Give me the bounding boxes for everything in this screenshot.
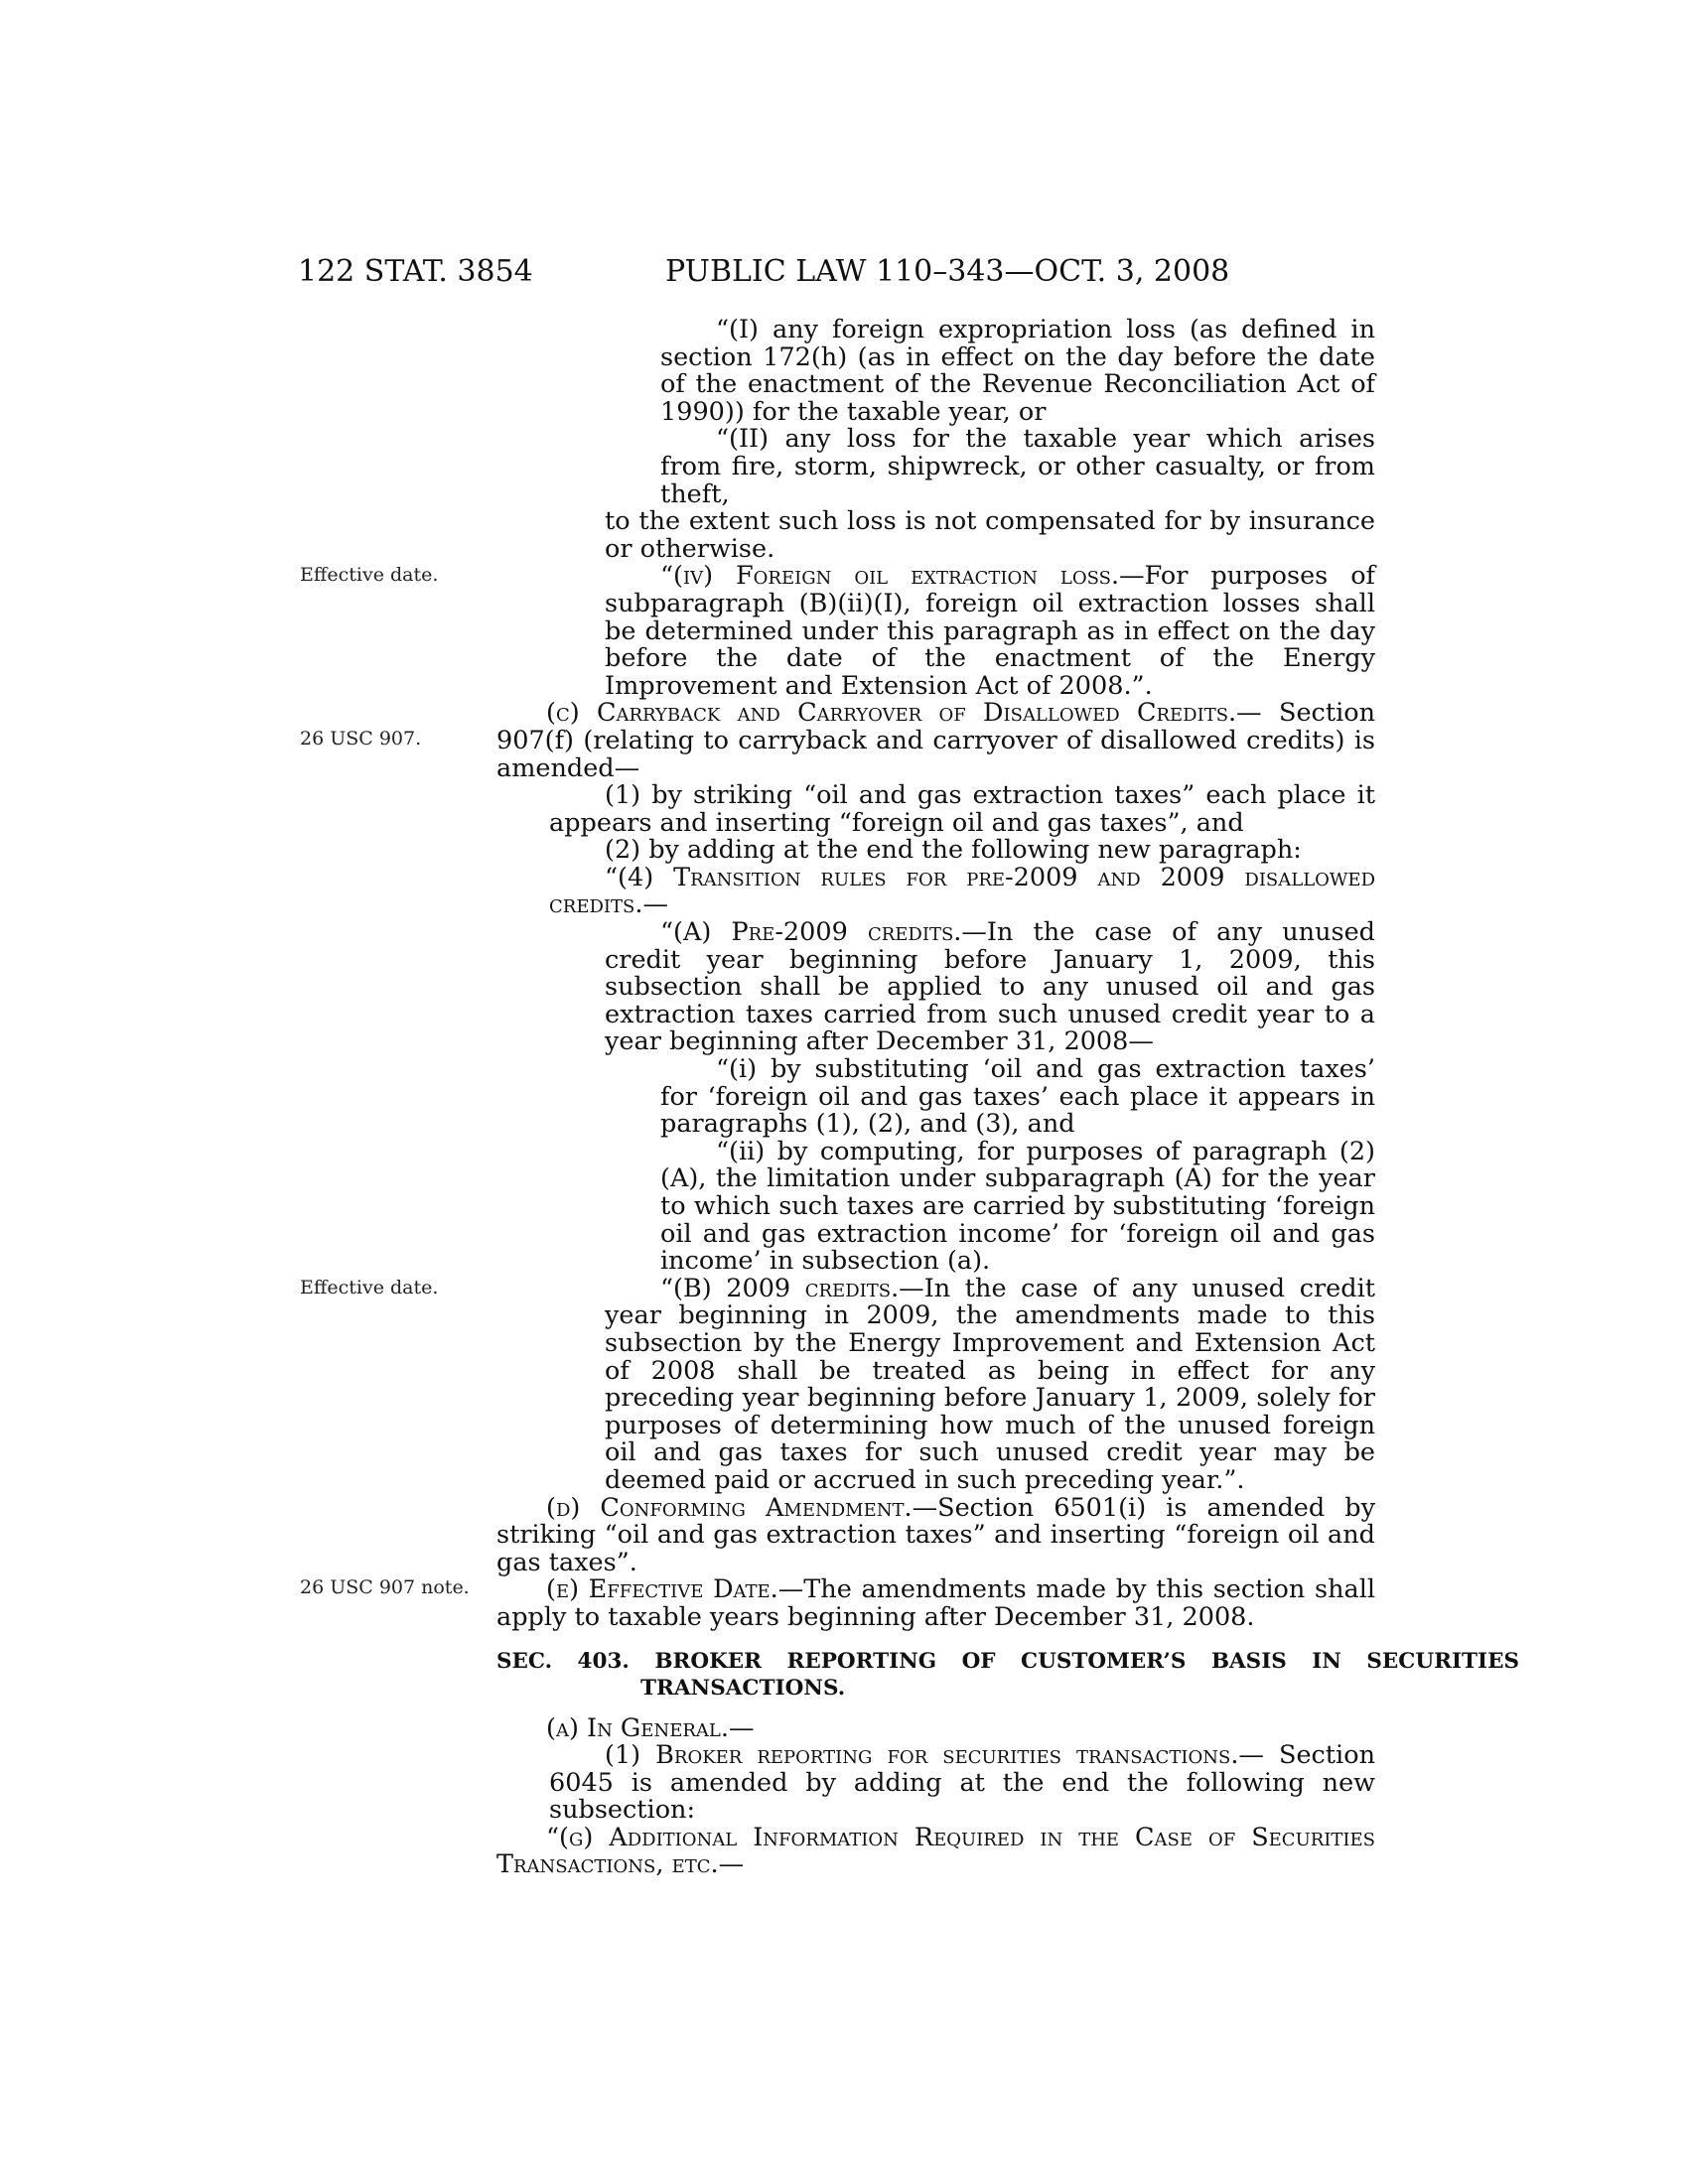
margin-note-effective-date-1: Effective date.: [300, 564, 439, 586]
subparagraph-B: [605, 1273, 1375, 1495]
section-403-heading: SEC. 403. BROKER REPORTING OF CUSTOMER’S BASIS IN SECURITIES TRANSACTIONS.: [496, 1648, 1519, 1701]
subsection-g-heading: “(g) Additional Information Required in the Case of Securities Transactions, etc.—: [496, 1822, 1375, 1880]
subsection-c-heading: (c) Carryback and Carryover of Disallowed Credits.—: [546, 698, 1262, 729]
subclause-I: “(I) any foreign expropriation loss (as defined in section 172(h) (as in effect on the day before the date of the enactment of the Revenue Reconciliation Act of 1990)) for the taxable year, or: [660, 315, 1375, 427]
stat-page-number: 122 STAT. 3854: [298, 254, 533, 289]
clause-iv-heading: “(iv) Foreign oil extraction loss.—: [660, 561, 1145, 592]
subparagraph-A-text: In the case of any unused credit year beginning before January 1, 2009, this subsection shall be applied to any unused oil and gas extraction taxes carried from such unused credit year to a year beginning after December 31, 2008—: [605, 917, 1376, 1057]
statute-body: [0, 317, 1688, 1879]
subsection-e-heading: (e) Effective Date.—: [546, 1574, 804, 1605]
subsection-c: [496, 700, 1375, 782]
paragraph-4-heading: “(4) Transition rules for pre-2009 and 2009 disallowed credits.—: [549, 862, 1375, 920]
margin-note-26-usc-907-note: 26 USC 907 note.: [300, 1576, 470, 1598]
subparagraph-A-heading: “(A) Pre-2009 credits.—: [660, 917, 987, 948]
subsection-e-text: The amendments made by this section shall apply to taxable years beginning after December 31, 2008.: [496, 1574, 1375, 1632]
subsection-e: [496, 1576, 1375, 1631]
subparagraph-B-text: In the case of any unused credit year beginning in 2009, the amendments made to this subsection by the Energy Improvement and Extension Act of 2008 shall be treated as being in effect for any preceding year beginning before January 1, 2009, solely for purposes of determining how much of the unused foreign oil and gas taxes for such unused credit year may be deemed paid or accrued in such preceding year.”.: [605, 1273, 1375, 1495]
clause-iv: [605, 563, 1375, 700]
subsection-d: [496, 1492, 1375, 1577]
clause-A-i: “(i) by substituting ‘oil and gas extraction taxes’ for ‘foreign oil and gas taxes’ each place it appears in paragraphs (1), (2), and (3), and: [660, 1054, 1375, 1140]
margin-note-effective-date-2: Effective date.: [300, 1277, 439, 1298]
subclause-II: “(II) any loss for the taxable year which arises from fire, storm, shipwreck, or other casualty, or from theft,: [660, 424, 1375, 509]
subparagraph-A: [605, 919, 1375, 1056]
clause-iv-text: For purposes of subparagraph (B)(ii)(I), foreign oil extraction losses shall be determined under this paragraph as in effect on the day before the date of the enactment of the Energy Improvement and Extension Act of 2008.”.: [605, 561, 1375, 701]
subsection-d-text: Section 6501(i) is amended by striking “oil and gas extraction taxes” and inserting “foreign oil and gas taxes”.: [496, 1492, 1375, 1577]
paragraph-a1-heading: (1) Broker reporting for securities transactions.—: [605, 1740, 1264, 1771]
page-header: [298, 252, 1390, 292]
clause-A-ii: “(ii) by computing, for purposes of paragraph (2)(A), the limitation under subparagraph (A) for the year to which such taxes are carried by substituting ‘foreign oil and gas extraction income’ for ‘foreign oil and gas income’ in subsection (a).: [660, 1136, 1375, 1277]
paragraph-c2: (2) by adding at the end the following new paragraph:: [605, 835, 1302, 866]
paragraph-a1-text: Section 6045 is amended by adding at the end the following new subsection:: [549, 1740, 1375, 1826]
paragraph-a1: [549, 1742, 1375, 1825]
subsection-d-heading: (d) Conforming Amendment.—: [546, 1492, 938, 1523]
running-title: PUBLIC LAW 110–343—OCT. 3, 2008: [665, 254, 1230, 289]
subparagraph-B-heading: “(B) 2009 credits.—: [660, 1273, 924, 1303]
subsection-a-heading: (a) In General.—: [546, 1712, 755, 1743]
flush-text-to-extent: to the extent such loss is not compensated for by insurance or otherwise.: [605, 506, 1375, 564]
paragraph-c1: (1) by striking “oil and gas extraction taxes” each place it appears and inserting “foreign oil and gas taxes”, and: [549, 780, 1375, 838]
margin-note-26-usc-907: 26 USC 907.: [300, 728, 422, 750]
subsection-c-text: Section 907(f) (relating to carryback and carryover of disallowed credits) is amended—: [496, 698, 1376, 783]
